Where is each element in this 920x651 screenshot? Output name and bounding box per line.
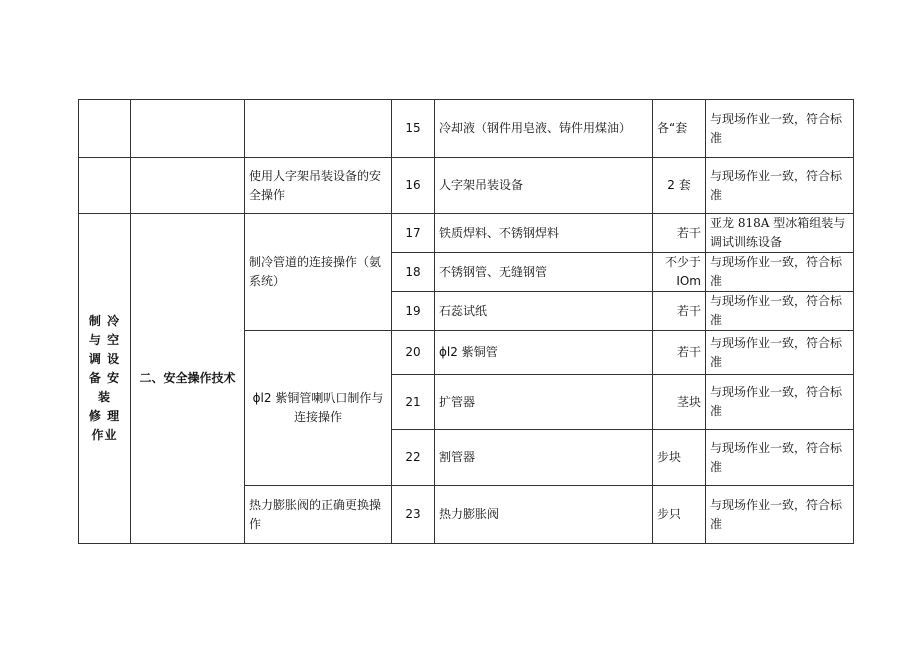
item-number: 23 bbox=[392, 486, 435, 544]
item-number: 18 bbox=[392, 253, 435, 292]
category-cell-top bbox=[79, 158, 131, 214]
item-unit: 茎块 bbox=[653, 375, 706, 430]
table-row bbox=[79, 214, 854, 253]
item-requirement: 与现场作业一致，符合标准 bbox=[706, 253, 854, 292]
item-requirement: 与现场作业一致，符合标准 bbox=[706, 331, 854, 375]
item-number: 16 bbox=[392, 158, 435, 214]
task-cell: ɸl2 紫铜管喇叭口制作与连接操作 bbox=[245, 331, 392, 486]
item-unit: 若干 bbox=[653, 292, 706, 331]
item-name: 热力膨胀阀 bbox=[435, 486, 653, 544]
section-cell-top bbox=[131, 158, 245, 214]
item-requirement: 与现场作业一致，符合标准 bbox=[706, 158, 854, 214]
item-unit: 若干 bbox=[653, 331, 706, 375]
item-name: 不锈钢管、无缝钢管 bbox=[435, 253, 653, 292]
item-number: 20 bbox=[392, 331, 435, 375]
item-requirement: 与现场作业一致，符合标准 bbox=[706, 430, 854, 486]
category-line: 调 设 bbox=[88, 352, 121, 366]
item-number: 19 bbox=[392, 292, 435, 331]
item-unit: 若干 bbox=[653, 214, 706, 253]
task-cell: 热力膨胀阀的正确更换操作 bbox=[245, 486, 392, 544]
table-row bbox=[79, 100, 854, 158]
section-cell-top bbox=[131, 100, 245, 158]
task-cell bbox=[245, 100, 392, 158]
task-cell: 使用人字架吊装设备的安全操作 bbox=[245, 158, 392, 214]
item-number: 21 bbox=[392, 375, 435, 430]
item-name: 石蕊试纸 bbox=[435, 292, 653, 331]
item-requirement: 亚龙 818A 型冰箱组装与调试训练设备 bbox=[706, 214, 854, 253]
item-unit: 2 套 bbox=[653, 158, 706, 214]
item-requirement: 与现场作业一致，符合标准 bbox=[706, 375, 854, 430]
item-name: 铁质焊料、不锈钢焊料 bbox=[435, 214, 653, 253]
item-number: 22 bbox=[392, 430, 435, 486]
item-requirement: 与现场作业一致，符合标准 bbox=[706, 292, 854, 331]
category-cell-top bbox=[79, 100, 131, 158]
category-line: 与 空 bbox=[88, 333, 121, 347]
item-unit: 各“套 bbox=[653, 100, 706, 158]
item-unit: 步块 bbox=[653, 430, 706, 486]
category-line: 制 冷 bbox=[88, 314, 121, 328]
item-number: 15 bbox=[392, 100, 435, 158]
equipment-table bbox=[78, 99, 854, 544]
item-number: 17 bbox=[392, 214, 435, 253]
category-cell bbox=[79, 214, 131, 544]
item-unit: 步只 bbox=[653, 486, 706, 544]
item-name: 扩管器 bbox=[435, 375, 653, 430]
item-unit: 不少于IOm bbox=[653, 253, 706, 292]
item-name: 人字架吊装设备 bbox=[435, 158, 653, 214]
item-name: 冷却液（钢件用皂液、铸件用煤油） bbox=[435, 100, 653, 158]
item-requirement: 与现场作业一致，符合标准 bbox=[706, 486, 854, 544]
category-line: 修 理 bbox=[88, 409, 121, 423]
item-name: 割管器 bbox=[435, 430, 653, 486]
category-line: 作业 bbox=[91, 428, 118, 442]
category-line: 备 安 装 bbox=[88, 371, 121, 404]
table-row bbox=[79, 158, 854, 214]
item-requirement: 与现场作业一致，符合标准 bbox=[706, 100, 854, 158]
item-name: ɸl2 紫铜管 bbox=[435, 331, 653, 375]
section-cell: 二、安全操作技术 bbox=[131, 214, 245, 544]
task-cell: 制冷管道的连接操作（氨系统） bbox=[245, 214, 392, 331]
